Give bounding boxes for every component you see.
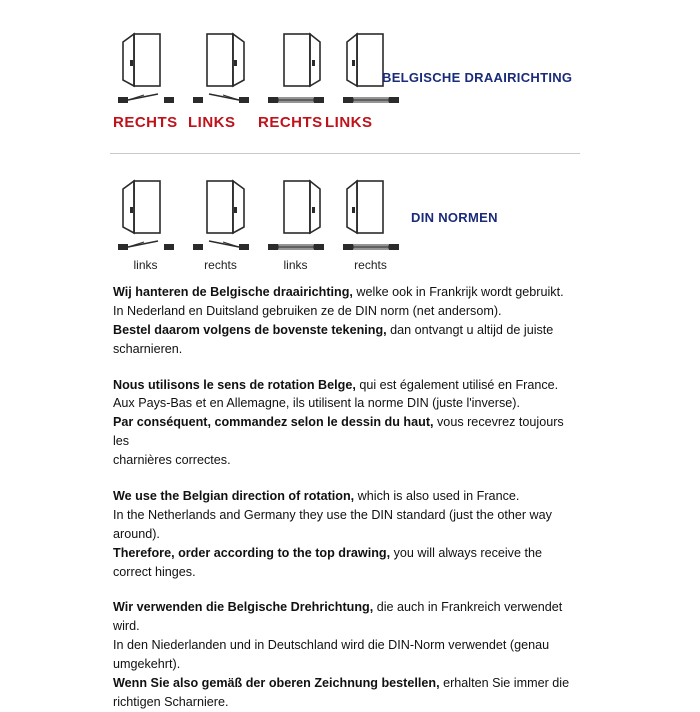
- door-elevation-icon: [195, 26, 247, 88]
- door-din-2-label: rechts: [204, 258, 237, 272]
- door-din-4-label: rechts: [354, 258, 387, 272]
- text-line: scharnieren.: [113, 341, 183, 356]
- door-elevation-icon: [120, 173, 172, 235]
- text-line: We use the Belgian direction of rotation, which is also used in France.: [113, 489, 520, 504]
- din-door-row: [108, 173, 408, 272]
- door-elevation-icon: [345, 173, 397, 235]
- door-plan-icon: [118, 92, 174, 108]
- belgian-label-2: LINKS: [188, 114, 236, 131]
- door-plan-icon: [193, 239, 249, 255]
- door-din-3-label: links: [283, 258, 308, 272]
- door-plan-icon: [343, 239, 399, 255]
- door-elevation-icon: [120, 26, 172, 88]
- text-line: Wenn Sie also gemäß der oberen Zeichnung bestellen, erhalten Sie immer die: [113, 676, 570, 691]
- door-din-2: [183, 173, 258, 272]
- door-din-4: [333, 173, 408, 272]
- text-line: correct hinges.: [113, 564, 196, 579]
- door-plan-icon: [118, 239, 174, 255]
- text-line: richtigen Scharniere.: [113, 694, 229, 709]
- text-line: wird.: [113, 619, 140, 634]
- door-belgian-1: [108, 26, 183, 108]
- paragraph-english: [113, 487, 583, 581]
- door-din-1-label: links: [133, 258, 158, 272]
- door-plan-icon: [268, 92, 324, 108]
- section-divider: [110, 153, 580, 154]
- text-line: Wij hanteren de Belgische draairichting, welke ook in Frankrijk wordt gebruikt.: [113, 285, 564, 299]
- text-line: charnières correctes.: [113, 453, 231, 468]
- text-line: Nous utilisons le sens de rotation Belge, qui est également utilisé en France.: [113, 377, 559, 392]
- door-belgian-2: [183, 26, 258, 108]
- door-plan-icon: [193, 92, 249, 108]
- door-din-1: [108, 173, 183, 272]
- door-elevation-icon: [270, 173, 322, 235]
- door-belgian-4: [333, 26, 408, 108]
- paragraph-french: [113, 376, 583, 470]
- text-line: In the Netherlands and Germany they use the DIN standard (just the other way: [113, 507, 552, 522]
- paragraph-dutch: [113, 283, 583, 359]
- belgian-label-3: RECHTS: [258, 114, 323, 131]
- multilingual-notes: [113, 283, 583, 712]
- belgian-title: BELGISCHE DRAAIRICHTING: [382, 70, 573, 85]
- text-line: Par conséquent, commandez selon le dessin du haut, vous recevrez toujours les: [113, 415, 564, 449]
- din-title: DIN NORMEN: [411, 210, 498, 225]
- text-line: Aux Pays-Bas et en Allemagne, ils utilisent la norme DIN (juste l'inverse).: [113, 396, 520, 411]
- text-line: Therefore, order according to the top drawing, you will always receive the: [113, 545, 542, 560]
- door-elevation-icon: [195, 173, 247, 235]
- door-belgian-3: [258, 26, 333, 108]
- belgian-label-4: LINKS: [325, 114, 373, 131]
- text-line: In Nederland en Duitsland gebruiken ze de DIN norm (net andersom).: [113, 303, 502, 318]
- text-line: umgekehrt).: [113, 657, 181, 672]
- belgian-label-1: RECHTS: [113, 114, 178, 131]
- text-line: Bestel daarom volgens de bovenste tekening, dan ontvangt u altijd de juiste: [113, 322, 554, 337]
- belgian-door-row: [108, 26, 408, 108]
- text-line: Wir verwenden die Belgische Drehrichtung, die auch in Frankreich verwendet: [113, 600, 563, 615]
- text-line: around).: [113, 526, 160, 541]
- door-elevation-icon: [270, 26, 322, 88]
- door-plan-icon: [343, 92, 399, 108]
- door-din-3: [258, 173, 333, 272]
- paragraph-german: [113, 598, 583, 711]
- text-line: In den Niederlanden und in Deutschland wird die DIN-Norm verwendet (genau: [113, 638, 550, 653]
- door-plan-icon: [268, 239, 324, 255]
